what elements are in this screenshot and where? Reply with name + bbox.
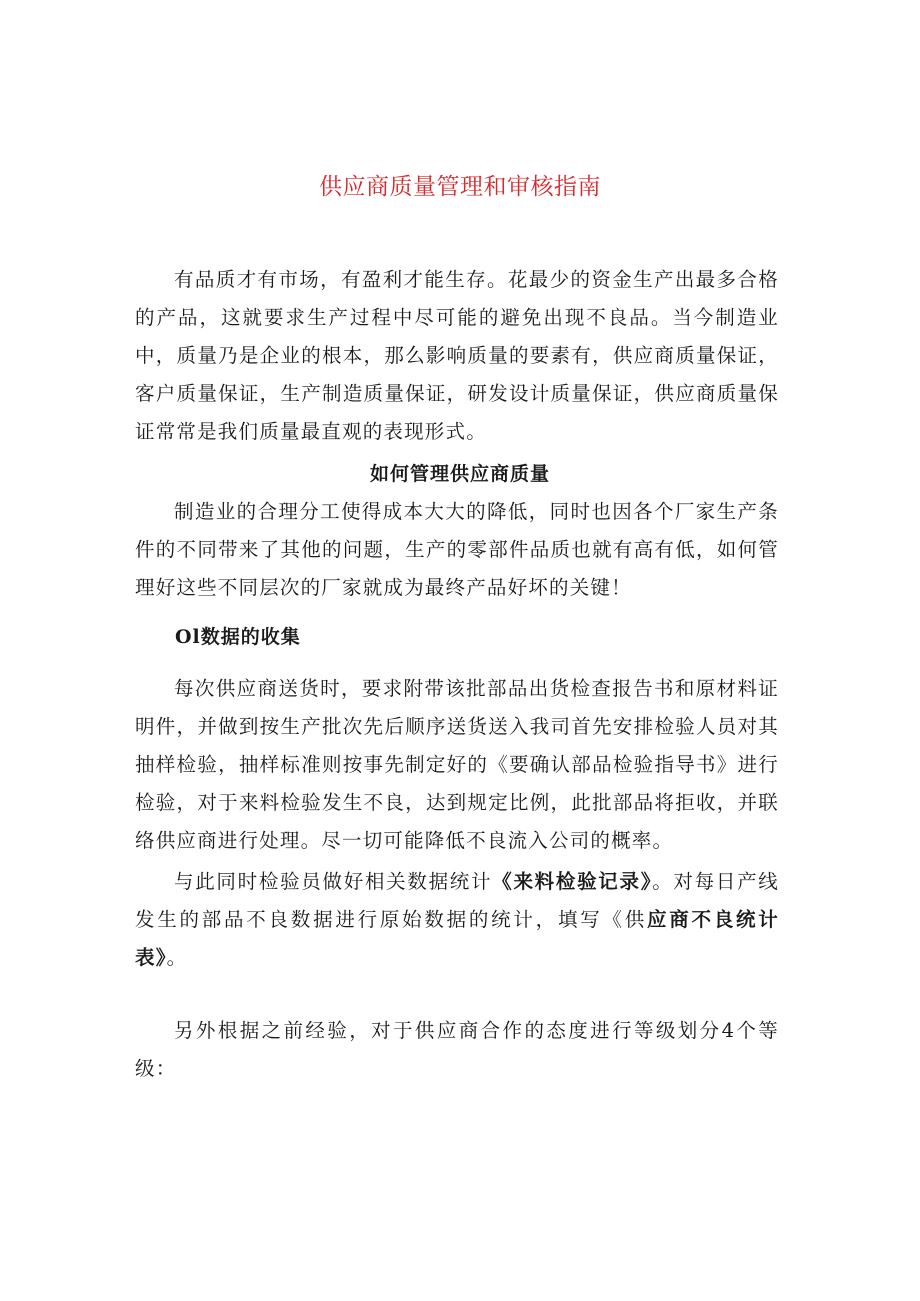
data-collection-paragraph: 每次供应商送货时，要求附带该批部品出货检查报告书和原材料证明件，并做到按生产批次先后顺序送货送入我司首先安排检验人员对其抽样检验，抽样标准则按事先制定好的《要确认部品检验指导书》进行检验，对于来料检验发生不良，达到规定比例，此批部品将拒收，并联络供应商进行处理。尽一切可能降低不良流入公司的概率。 (135, 677, 779, 852)
stats-text-part3: 。 (166, 946, 188, 969)
subsection-heading: Ol数据的收集 (175, 626, 301, 648)
grading-paragraph: 另外根据之前经验，对于供应商合作的态度进行等级划分4个等级： (135, 1019, 779, 1080)
stats-paragraph (135, 863, 779, 977)
section-paragraph: 制造业的合理分工使得成本大大的降低，同时也因各个厂家生产条件的不同带来了其他的问题，生产的零部件品质也就有高有低，如何管理好这些不同层次的厂家就成为最终产品好坏的关键！ (135, 500, 779, 599)
supplier-defect-table-ref: 应商不良统计表》 (135, 908, 780, 969)
incoming-inspection-record-ref: 《来料检验记录》 (492, 870, 653, 893)
stats-text-part2: 。对每日产线发生的部品不良数据进行原始数据的统计，填写《供 (135, 870, 779, 931)
intro-paragraph: 有品质才有市场，有盈利才能生存。花最少的资金生产出最多合格的产品，这就要求生产过程中尽可能的避免出现不良品。当今制造业中，质量乃是企业的根本，那么影响质量的要素有，供应商质量保证，客户质量保证，生产制造质量保证，研发设计质量保证，供应商质量保证常常是我们质量最直观的表现形式。 (135, 268, 779, 443)
section-heading: 如何管理供应商质量 (369, 463, 550, 485)
stats-text-part1: 与此同时检验员做好相关数据统计 (174, 870, 493, 893)
document-title: 供应商质量管理和审核指南 (319, 174, 601, 200)
